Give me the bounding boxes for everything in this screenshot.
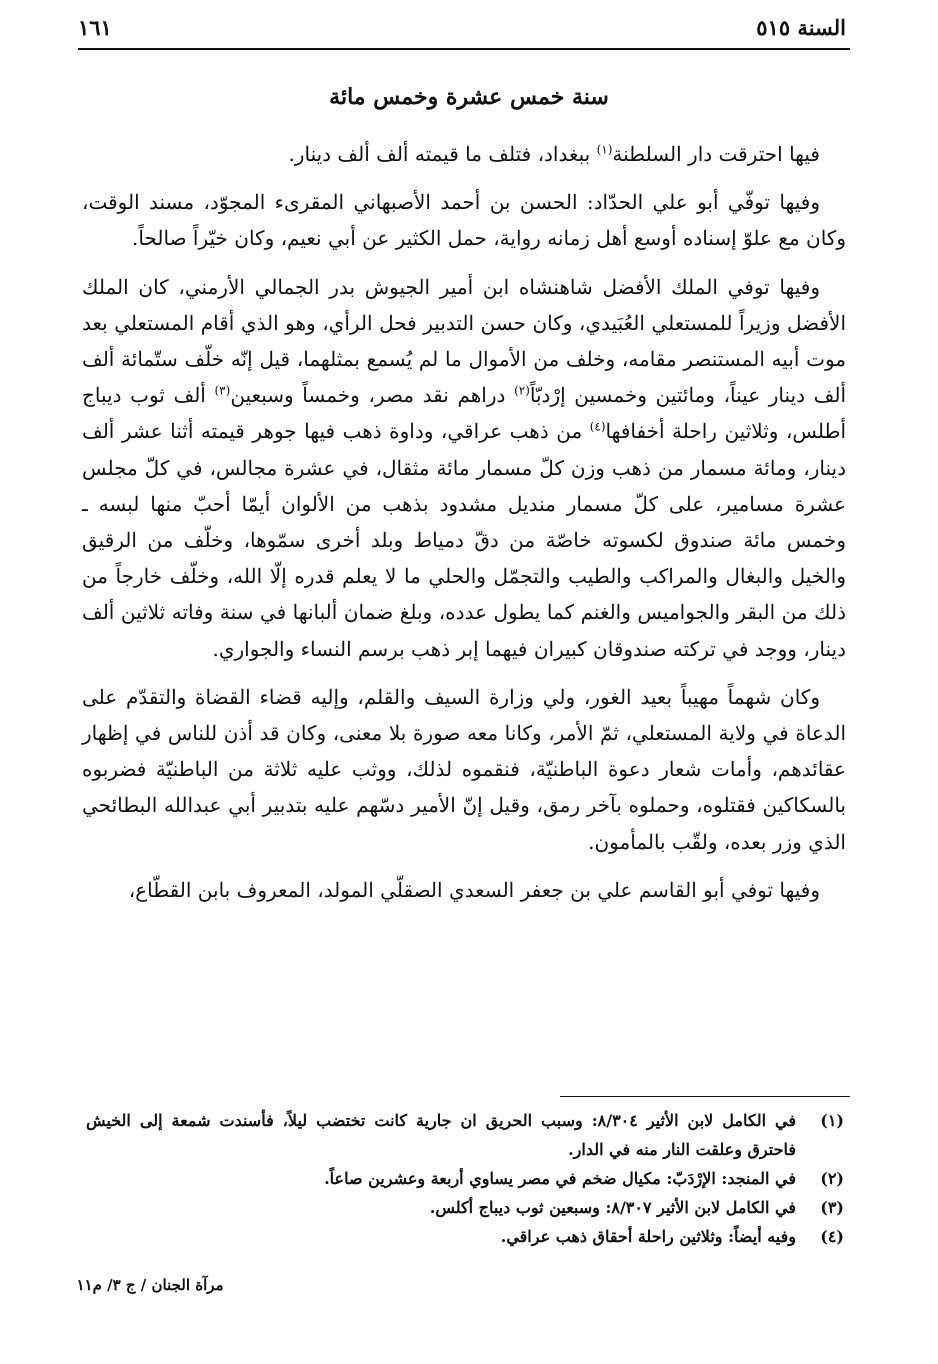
footnote-number: (١)	[820, 1111, 844, 1130]
footnote-divider	[560, 1096, 850, 1097]
paragraph-5: وفيها توفي أبو القاسم علي بن جعفر السعدي الصقلّي المولد، المعروف بابن القطّاع،	[128, 877, 820, 902]
footnote-text: في الكامل لابن الأثير ٨/٣٠٤: وسبب الحريق ان جارية كانت تختضب ليلاً، فأسندت شمعة إلى الخيش فاحترق وعلقت النار منه في الدار.	[86, 1111, 797, 1159]
footnotes	[86, 1106, 844, 1251]
page-number: ١٦١	[78, 14, 112, 40]
footnote-text: وفيه أيضاً: وثلاثين راحلة أحقاق ذهب عراقي.	[500, 1227, 796, 1246]
paragraph-3: وفيها توفي الملك الأفضل شاهنشاه ابن أمير الجيوش بدر الجمالي الأرمني، كان الملك الأفضل وزيراً للمستعلي العُبَيدي، وكان حسن التدبير فحل الرأي، وهو الذي أقام المستعلي بعد موت أبيه المستنصر مقامه، وخلف من الأموال ما لم يُسمع بمثلهما، قيل إنّه خلّف ستّمائة ألف ألف دينار عيناً، ومائتين وخمسين إرْدبّاً$^{(٢)}$ دراهم نقد مصر، وخمساً وسبعين$^{(٣)}$ ألف ثوب ديباج أطلس، وثلاثين راحلة أخفافها$^{(٤)}$ من ذهب عراقي، وداوة ذهب فيها جوهر قيمته أثنا عشر ألف دينار، ومائة مسمار من ذهب وزن كلّ مسمار مائة مثقال، في عشرة مجالس، في كلّ مجلس عشرة مسامير، على كلّ مسمار منديل مشدود بذهب من الألوان أيمّا أحبّ منها لبسه ـ وخمس مائة صندوق لكسوته خاصّة من دقّ دمياط وبلد أخرى سمّوها، وخلّف من الرقيق والخيل والبغال والمراكب والطيب والتجمّل والحلي ما لا يعلم قدره إلّا الله، وخلّف خارجاً من ذلك من البقر والجواميس والغنم كما يطول عدده، وبلغ ضمان ألبانها في سنة وفاته ثلاثين ألف دينار، ووجد في تركته صندوقان كبيران فيهما إبر ذهب برسم النساء والجواري.	[82, 274, 847, 661]
footnote-item	[86, 1106, 844, 1164]
footnote-number: (٣)	[820, 1198, 844, 1217]
footnote-text: في الكامل لابن الأثير ٨/٣٠٧: وسبعين ثوب ديباج أكلس.	[429, 1198, 796, 1217]
footnote-item	[86, 1222, 844, 1251]
paragraph-1: فيها احترقت دار السلطنة$^{(١)}$ ببغداد، فتلف ما قيمته ألف ألف دينار.	[288, 142, 820, 166]
footnote-ref-4: (٤)	[589, 419, 606, 434]
footnote-text: في المنجد: الإرْدَبّ: مكيال ضخم في مصر يساوي أربعة وعشرين صاعاً.	[324, 1169, 796, 1188]
footnote-ref-1: (١)	[596, 142, 613, 157]
footnote-item	[86, 1164, 844, 1193]
footnote-ref-2: (٢)	[514, 383, 530, 398]
signature-mark: مرآة الجنان / ج ٣/ م١١	[76, 1276, 224, 1294]
footnote-ref-3: (٣)	[214, 383, 231, 398]
running-title: السنة ٥١٥	[756, 14, 846, 40]
header-divider	[78, 48, 850, 50]
main-text	[82, 136, 846, 920]
page-header	[78, 10, 846, 44]
paragraph-2: وفيها توفّي أبو علي الحدّاد: الحسن بن أحمد الأصبهاني المقرىء المجوّد، مسند الوقت، وكان مع علوّ إسناده أوسع أهل زمانه رواية، حمل الكثير عن أبي نعيم، وكان خيّراً صالحاً.	[82, 190, 846, 251]
paragraph-4: وكان شهماً مهيباً بعيد الغور، ولي وزارة السيف والقلم، وإليه قضاء القضاة والتقدّم على الدعاة في ولاية المستعلي، ثمّ الأمر، وكانا معه صورة بلا معنى، وكان قد أذن للناس في إظهار عقائدهم، وأمات شعار دعوة الباطنيّة، فنقموه لذلك، ووثب عليه ثلاثة من الباطنيّة فضربوه بالسكاكين فقتلوه، وحملوه بآخر رمق، وقيل إنّ الأمير دسّهم عليه بتدبير أبي عبدالله البطائحي الذي وزر بعده، ولقّب بالمأمون.	[82, 684, 846, 854]
footnote-number: (٤)	[820, 1227, 844, 1246]
page-title: سنة خمس عشرة وخمس مائة	[329, 84, 609, 110]
footnote-number: (٢)	[820, 1169, 844, 1188]
footnote-item	[86, 1193, 844, 1222]
